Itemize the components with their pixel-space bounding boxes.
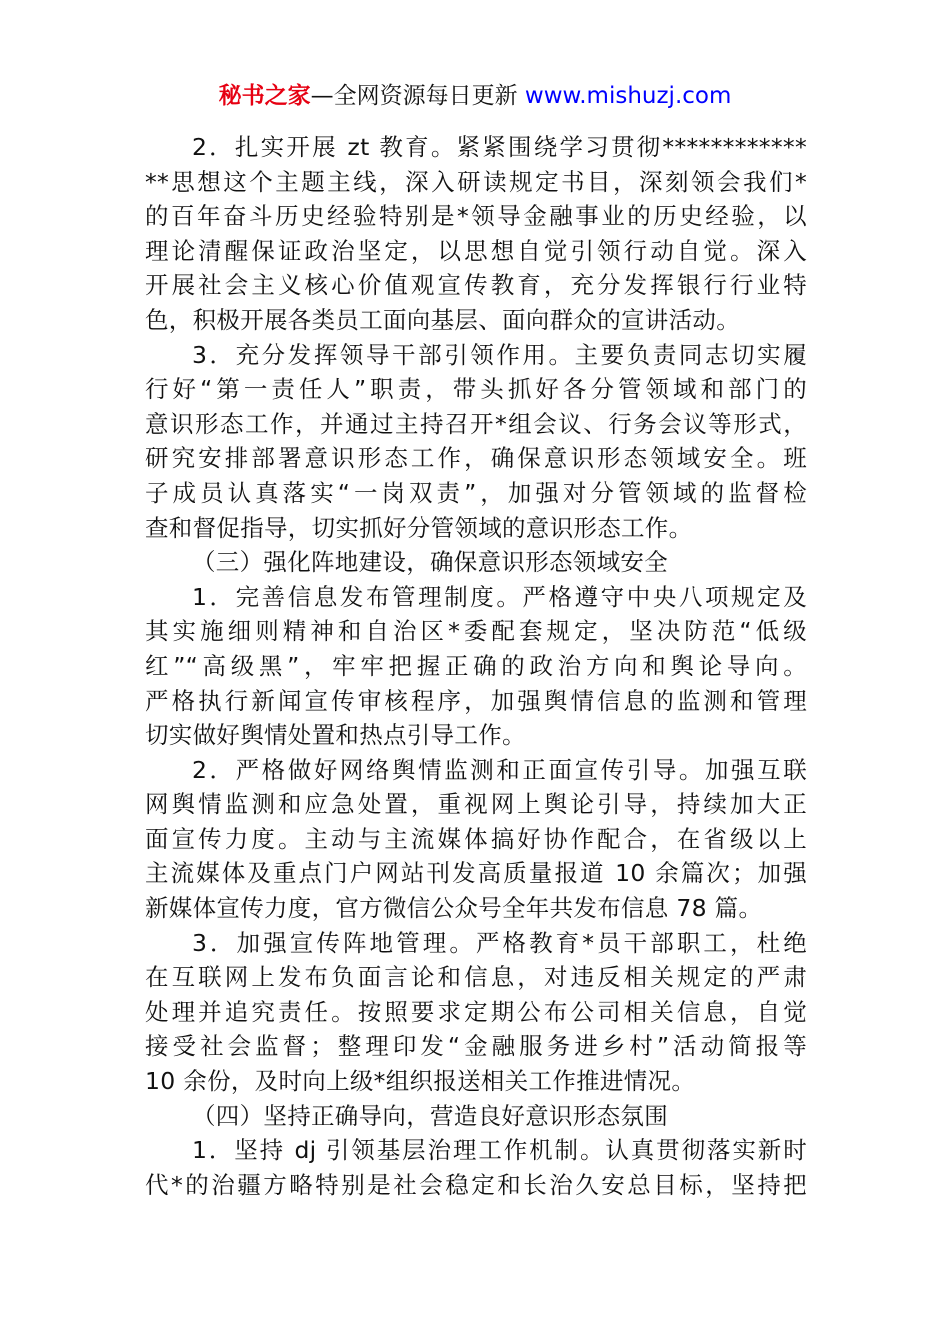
paragraph-line: 主流媒体及重点门户网站刊发高质量报道 10 余篇次；加强 xyxy=(145,859,807,888)
paragraph-line: 开展社会主义核心价值观宣传教育，充分发挥银行行业特 xyxy=(145,271,807,300)
paragraph-line: 意识形态工作，并通过主持召开*组会议、行务会议等形式， xyxy=(145,409,807,438)
paragraph-line: **思想这个主题主线，深入研读规定书目，深刻领会我们* xyxy=(145,167,807,196)
paragraph-line: 行好“第一责任人”职责，带头抓好各分管领域和部门的 xyxy=(145,375,807,404)
paragraph-line: 10 余份，及时向上级*组织报送相关工作推进情况。 xyxy=(145,1067,696,1096)
paragraph-line: 处理并追究责任。按照要求定期公布公司相关信息，自觉 xyxy=(145,997,807,1026)
site-url-link[interactable]: www.mishuzj.com xyxy=(524,83,732,109)
paragraph-line: 代*的治疆方略特别是社会稳定和长治久安总目标，坚持把 xyxy=(145,1170,807,1199)
header-tagline: —全网资源每日更新 xyxy=(310,83,525,109)
paragraph-line: 2．扎实开展 zt 教育。紧紧围绕学习贯彻************ xyxy=(192,133,807,161)
paragraph-line: 的百年奋斗历史经验特别是*领导金融事业的历史经验，以 xyxy=(145,202,807,231)
paragraph-line: 1．完善信息发布管理制度。严格遵守中央八项规定及 xyxy=(192,582,807,611)
document-body xyxy=(145,130,807,1202)
paragraph-line: 在互联网上发布负面言论和信息，对违反相关规定的严肃 xyxy=(145,963,807,992)
section-heading: （三）强化阵地建设，确保意识形态领域安全 xyxy=(192,548,668,577)
brand-name: 秘书之家 xyxy=(218,83,311,109)
paragraph-line: 理论清醒保证政治坚定，以思想自觉引领行动自觉。深入 xyxy=(145,236,807,265)
paragraph-line: 色，积极开展各类员工面向基层、面向群众的宣讲活动。 xyxy=(145,305,740,334)
page-header xyxy=(0,80,950,112)
paragraph-line: 严格执行新闻宣传审核程序，加强舆情信息的监测和管理 xyxy=(145,686,807,715)
paragraph-line: 2．严格做好网络舆情监测和正面宣传引导。加强互联 xyxy=(192,755,807,784)
paragraph-line: 查和督促指导，切实抓好分管领域的意识形态工作。 xyxy=(145,513,693,542)
section-heading: （四）坚持正确导向，营造良好意识形态氛围 xyxy=(192,1101,668,1130)
paragraph-line: 其实施细则精神和自治区*委配套规定，坚决防范“低级 xyxy=(145,617,807,646)
paragraph-line: 1．坚持 dj 引领基层治理工作机制。认真贯彻落实新时 xyxy=(192,1136,807,1165)
paragraph-line: 网舆情监测和应急处置，重视网上舆论引导，持续加大正 xyxy=(145,790,807,819)
paragraph-line: 接受社会监督；整理印发“金融服务进乡村”活动简报等 xyxy=(145,1032,807,1061)
paragraph-line: 红”“高级黑”，牢牢把握正确的政治方向和舆论导向。 xyxy=(145,651,807,680)
paragraph-line: 面宣传力度。主动与主流媒体搞好协作配合，在省级以上 xyxy=(145,824,807,853)
paragraph-line: 子成员认真落实“一岗双责”，加强对分管领域的监督检 xyxy=(145,478,807,507)
paragraph-line: 3．充分发挥领导干部引领作用。主要负责同志切实履 xyxy=(192,340,807,369)
paragraph-line: 研究安排部署意识形态工作，确保意识形态领域安全。班 xyxy=(145,444,807,473)
paragraph-line: 3．加强宣传阵地管理。严格教育*员干部职工，杜绝 xyxy=(192,928,807,957)
paragraph-line: 切实做好舆情处置和热点引导工作。 xyxy=(145,721,526,750)
paragraph-line: 新媒体宣传力度，官方微信公众号全年共发布信息 78 篇。 xyxy=(145,894,763,923)
